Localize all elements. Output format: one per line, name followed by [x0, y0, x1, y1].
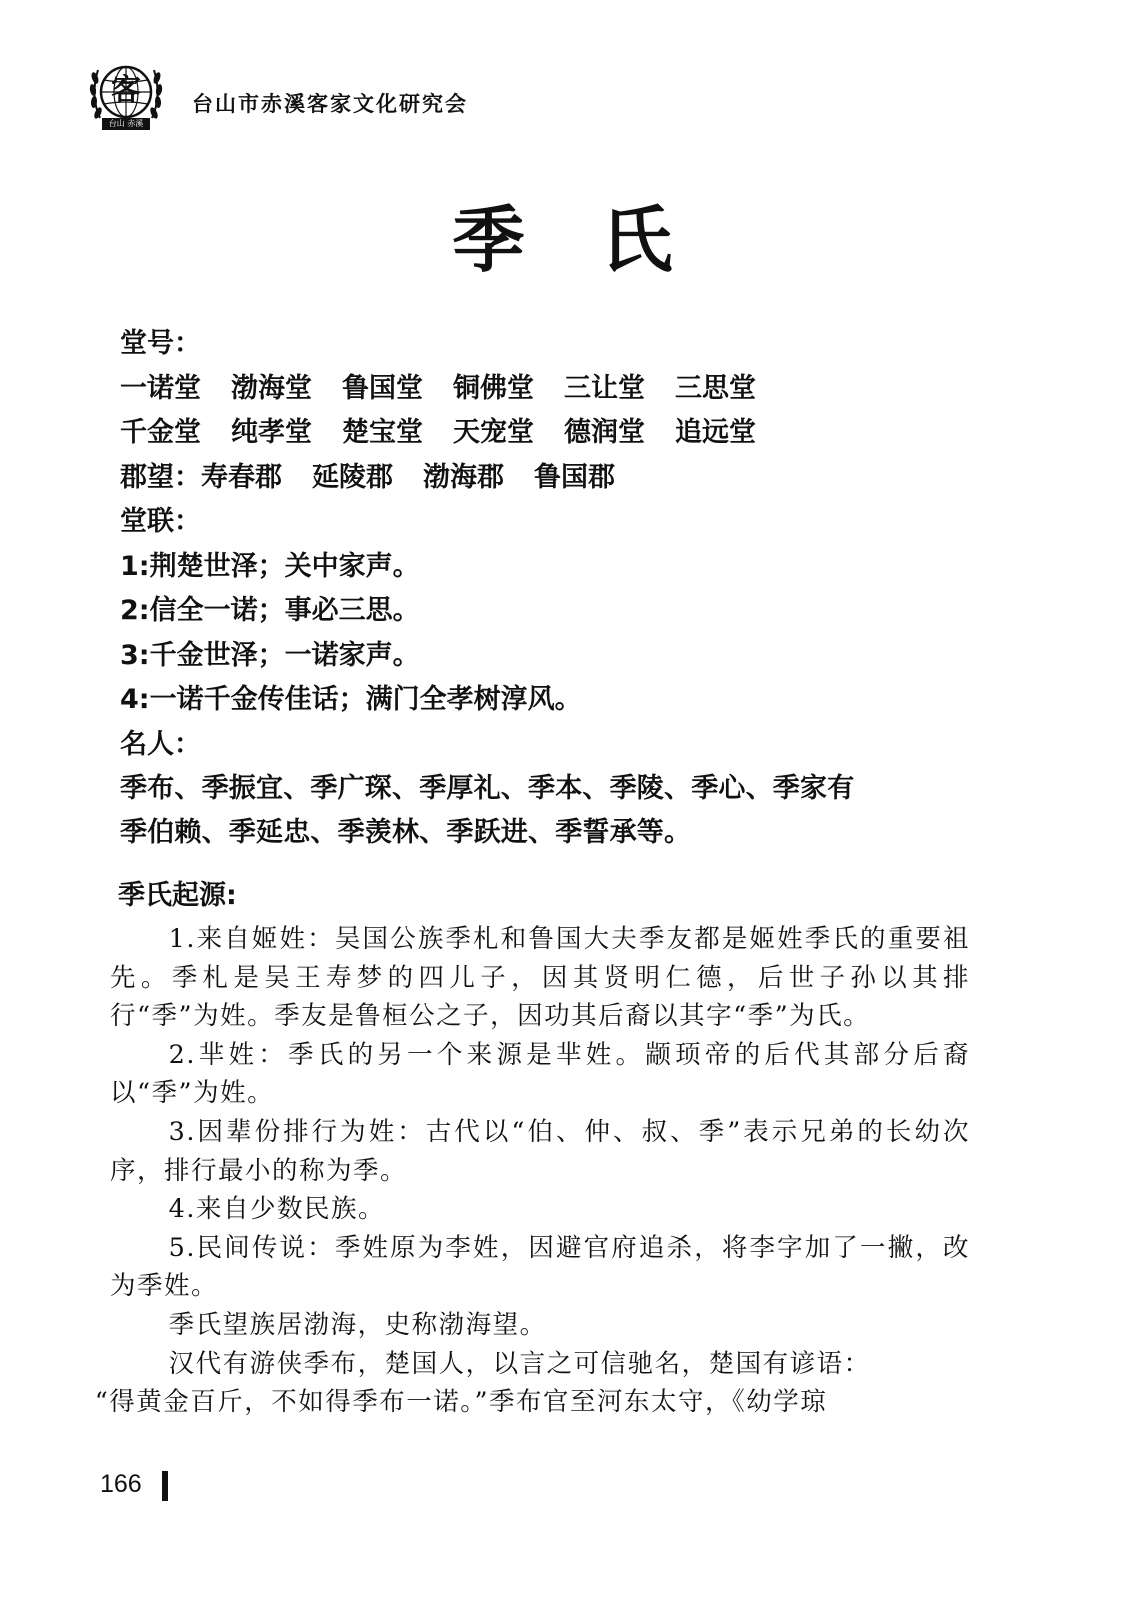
page-title: 季氏	[452, 197, 749, 282]
body-paragraph: 5.民间传说：季姓原为李姓，因避官府追杀，将李字加了一撇，改为季姓。	[110, 1232, 970, 1302]
hall-name: 德润堂	[564, 417, 645, 448]
junwang-item: 渤海郡	[423, 461, 504, 493]
hall-name: 千金堂	[120, 417, 201, 448]
page-header	[86, 52, 786, 136]
page-number-bar	[162, 1471, 168, 1501]
body-paragraph: 3.因辈份排行为姓：古代以“伯、仲、叔、季”表示兄弟的长幼次序，排行最小的称为季。	[110, 1116, 970, 1186]
famous-people-line-1: 季布、季振宜、季广琛、季厚礼、季本、季陵、季心、季家有	[120, 773, 855, 804]
body-text	[94, 920, 970, 1422]
hall-name: 鲁国堂	[342, 372, 423, 404]
junwang-item: 鲁国郡	[534, 461, 615, 493]
halls-row-2	[120, 411, 1020, 456]
junwang-item: 寿春郡	[201, 461, 282, 493]
famous-people-line-2: 季伯赖、季延忠、季羡林、季跃进、季誓承等。	[120, 817, 692, 848]
hall-name: 天宠堂	[453, 417, 534, 448]
hall-name: 三思堂	[675, 372, 756, 404]
junwang-row	[120, 456, 1020, 501]
page-number: 166	[100, 1470, 142, 1498]
hall-name: 三让堂	[564, 372, 645, 404]
hall-label: 堂号：	[120, 328, 201, 359]
junwang-item: 延陵郡	[312, 461, 393, 493]
body-paragraph: 季氏望族居渤海，史称渤海望。	[168, 1309, 547, 1340]
couplet-line: 1:荆楚世泽；关中家声。	[120, 550, 420, 582]
hall-name: 追远堂	[675, 417, 756, 448]
body-paragraph: 1.来自姬姓：吴国公族季札和鲁国大夫季友都是姬姓季氏的重要祖先。季札是吴王寿梦的四儿子，因其贤明仁德，后世子孙以其排行“季”为姓。季友是鲁桓公之子，因功其后裔以其字“季”为氏。	[110, 924, 970, 1032]
body-paragraph-continuation: “得黄金百斤，不如得季布一诺。”季布官至河东太守，《幼学琼	[94, 1387, 828, 1418]
hall-name: 楚宝堂	[342, 417, 423, 448]
hall-name: 纯孝堂	[231, 417, 312, 448]
organization-name: 台山市赤溪客家文化研究会	[192, 91, 468, 116]
body-paragraph: 汉代有游侠季布，楚国人，以言之可信驰名，楚国有谚语：	[168, 1348, 871, 1379]
couplet-line: 3:千金世泽；一诺家声。	[120, 639, 420, 671]
body-paragraph: 4.来自少数民族。	[168, 1194, 385, 1225]
hall-name: 一诺堂	[120, 372, 201, 404]
couplet-line: 4:一诺千金传佳话；满门全孝树淳风。	[120, 684, 582, 715]
couplet-label: 堂联：	[120, 506, 201, 537]
logo-ribbon-text: 台山 赤溪	[108, 119, 144, 128]
info-block	[120, 322, 1020, 855]
halls-row-1	[120, 367, 1020, 412]
body-paragraph: 2.芈姓：季氏的另一个来源是芈姓。颛顼帝的后代其部分后裔以“季”为姓。	[110, 1039, 970, 1109]
junwang-label: 郡望：	[120, 461, 201, 493]
logo-character: 客	[111, 73, 141, 108]
hall-name: 铜佛堂	[453, 372, 534, 404]
couplet-line: 2:信全一诺；事必三思。	[120, 595, 420, 626]
origin-heading: 季氏起源:	[118, 880, 237, 911]
hall-name: 渤海堂	[231, 372, 312, 404]
famous-label: 名人：	[120, 728, 201, 760]
